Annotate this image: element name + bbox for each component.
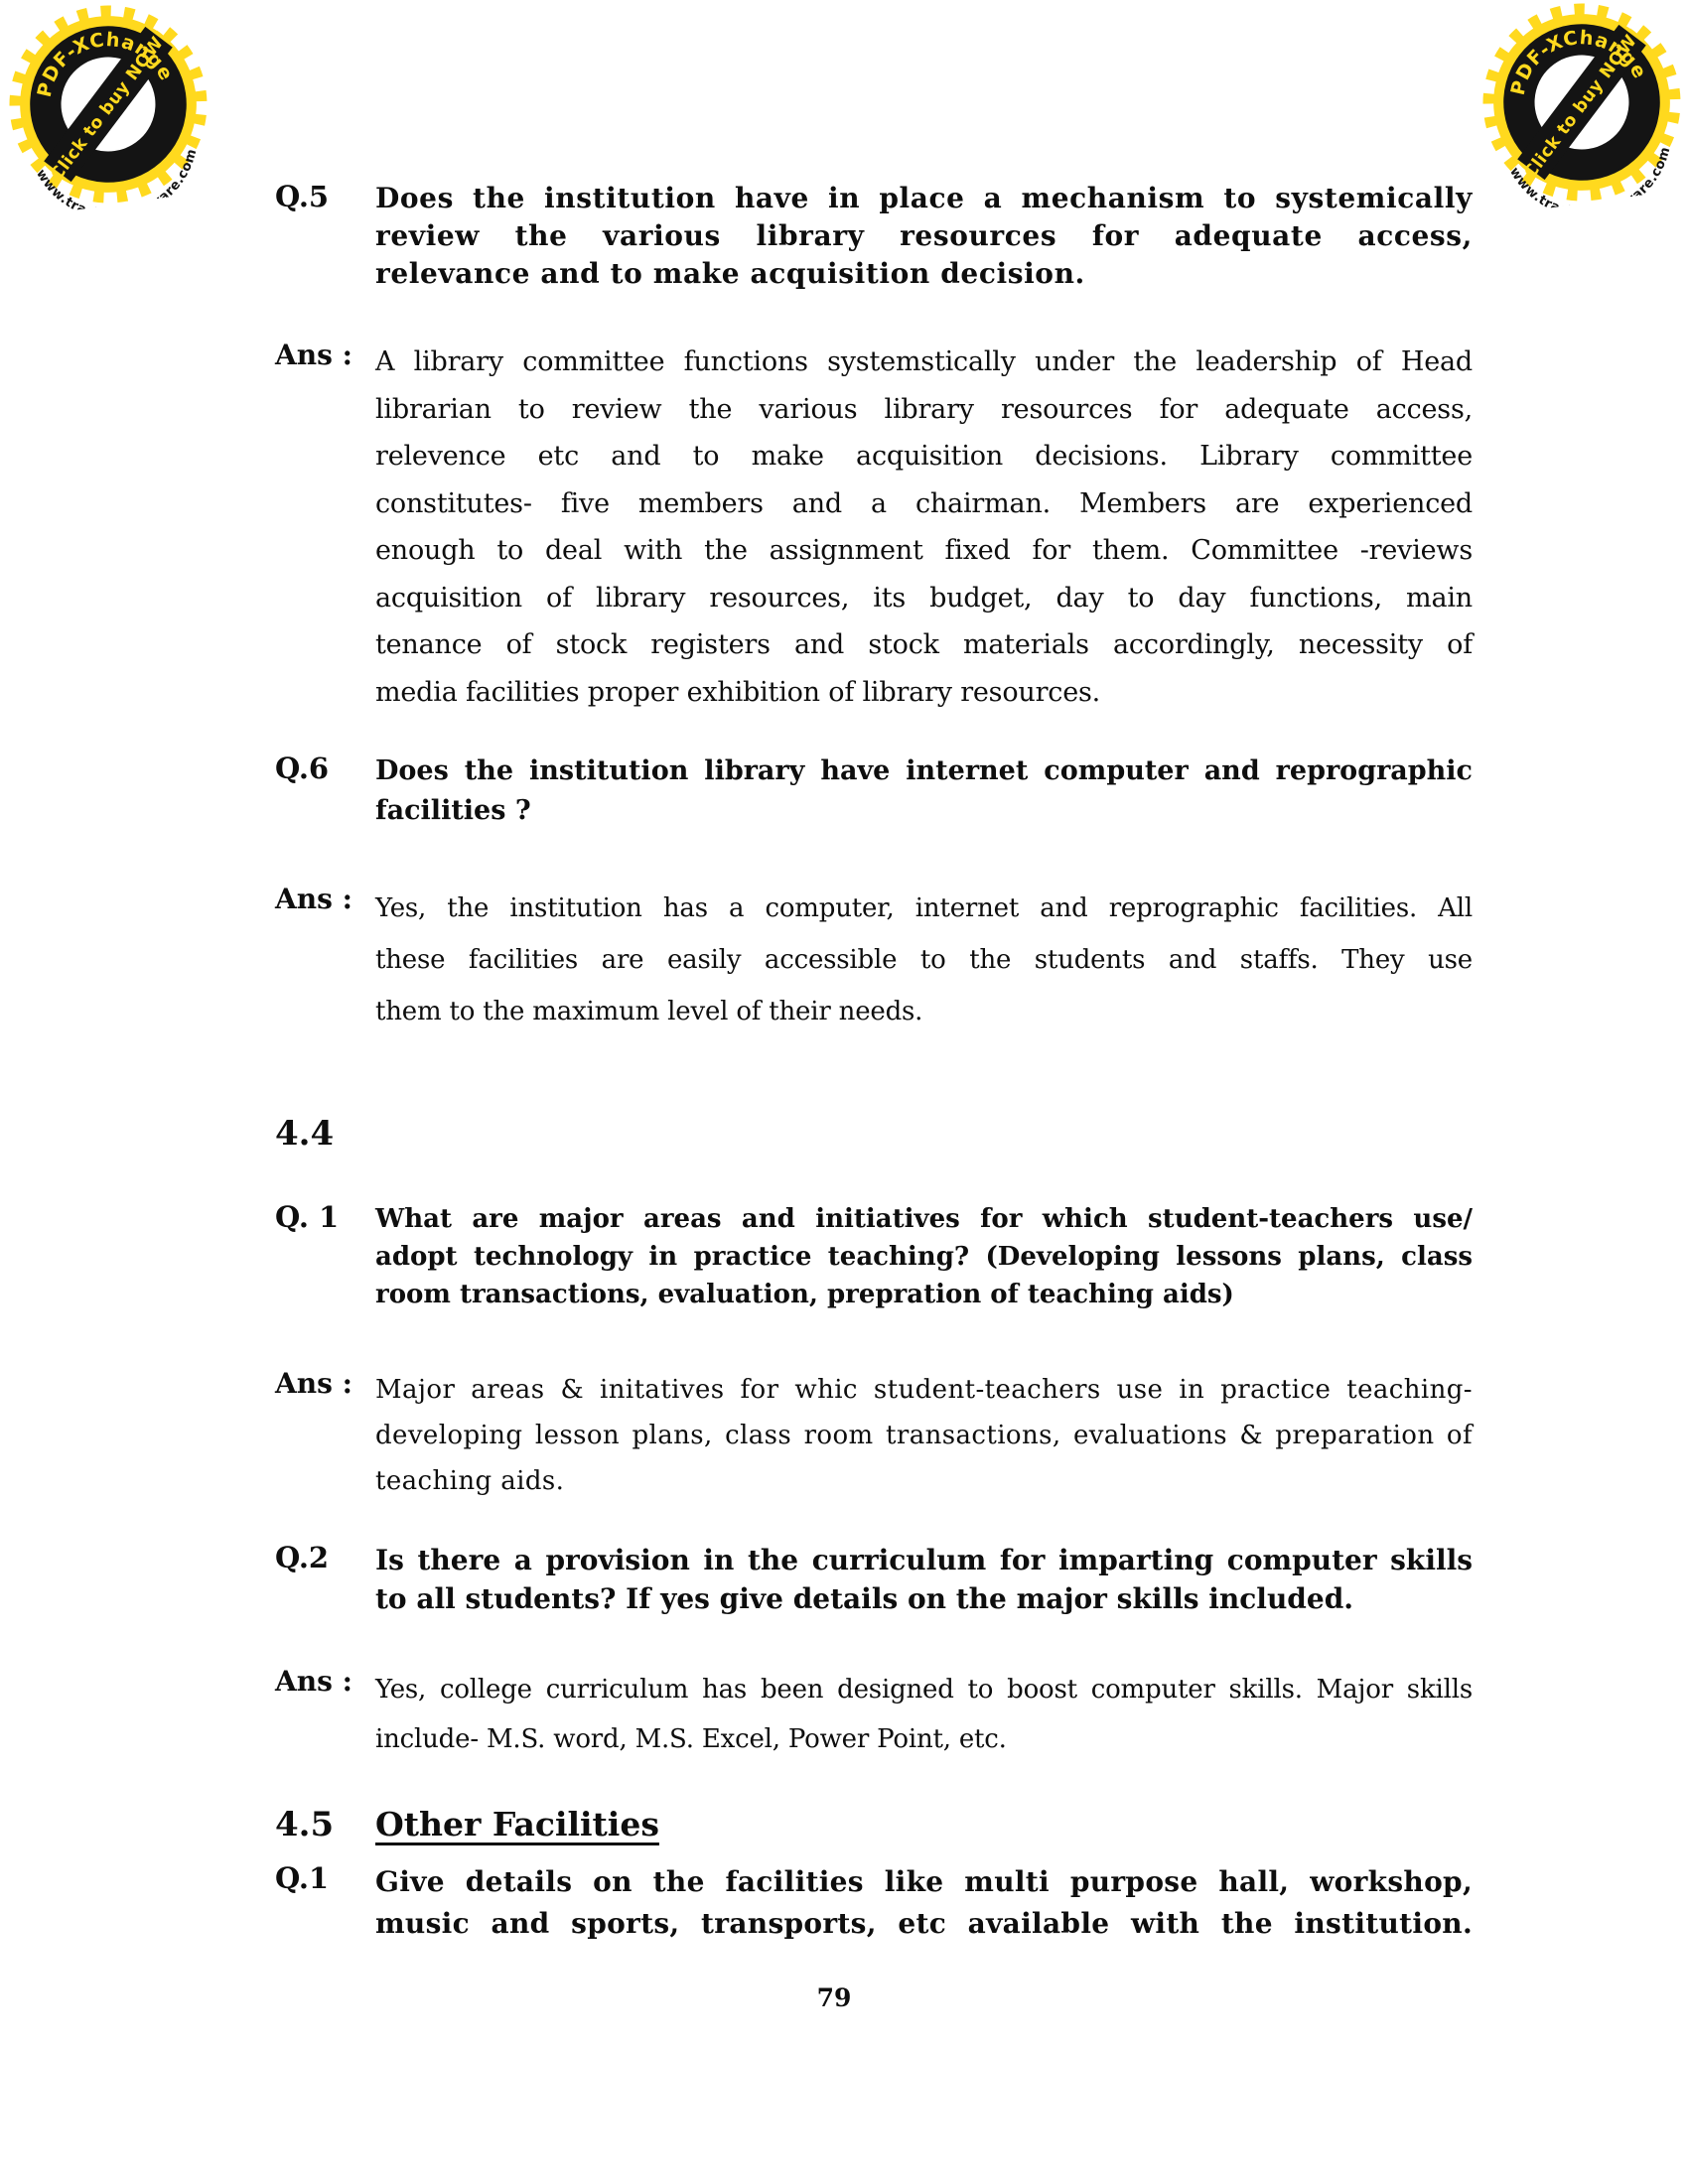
text-line: to all students? If yes give details on the major skills included. <box>375 1582 1354 1615</box>
question-block-q6 <box>275 751 1473 831</box>
question-number: Q.6 <box>275 751 330 785</box>
answer-block-4-4-q1 <box>275 1367 1473 1504</box>
text-line: Yes, the institution has a computer, internet and reprographic facilities. All <box>375 893 1473 923</box>
question-number: Q.2 <box>275 1541 330 1574</box>
text-line: Is there a provision in the curriculum for imparting computer skills <box>375 1544 1473 1576</box>
question-block-4-4-q2 <box>275 1541 1473 1618</box>
text-line: tenance of stock registers and stock materials accordingly, necessity of <box>375 629 1473 660</box>
question-block-4-4-q1 <box>275 1200 1473 1313</box>
answer-label: Ans : <box>275 1665 352 1698</box>
text-line: acquisition of library resources, its budget, day to day functions, main <box>375 582 1473 614</box>
page-number: 79 <box>816 1983 852 2012</box>
answer-text <box>375 1665 1473 1764</box>
text-line: these facilities are easily accessible to the students and staffs. They use <box>375 945 1473 975</box>
answer-label: Ans : <box>275 339 352 371</box>
text-line: music and sports, transports, etc available with the institution. <box>375 1907 1473 1940</box>
question-block-q5 <box>275 180 1473 293</box>
question-text <box>375 751 1473 831</box>
question-block-4-5-q1 <box>275 1861 1473 1945</box>
text-line: teaching aids. <box>375 1466 565 1496</box>
question-number: Q.5 <box>275 180 330 213</box>
question-text <box>375 180 1473 293</box>
text-line: Major areas & initatives for whic student-teachers use in practice teaching- <box>375 1375 1473 1405</box>
question-text <box>375 1861 1473 1945</box>
text-line: Yes, college curriculum has been designed to boost computer skills. Major skills <box>375 1675 1473 1705</box>
answer-text <box>375 883 1473 1037</box>
text-line: review the various library resources for adequate access, <box>375 219 1473 252</box>
text-line: relevance and to make acquisition decision. <box>375 257 1085 290</box>
text-line: include- M.S. word, M.S. Excel, Power Point, etc. <box>375 1724 1007 1754</box>
section-title: Other Facilities <box>375 1805 659 1843</box>
text-line: librarian to review the various library resources for adequate access, <box>375 393 1473 425</box>
text-line: What are major areas and initiatives for which student-teachers use/ <box>375 1204 1473 1234</box>
question-text <box>375 1200 1473 1313</box>
text-line: Give details on the facilities like multi purpose hall, workshop, <box>375 1865 1473 1898</box>
section-heading-4-5 <box>275 1805 1473 1843</box>
question-number: Q.1 <box>275 1861 330 1895</box>
text-line: media facilities proper exhibition of library resources. <box>375 676 1101 708</box>
text-line: A library committee functions systemstically under the leadership of Head <box>375 346 1473 377</box>
pdf-xchange-watermark-stamp-icon[interactable] <box>0 0 221 217</box>
answer-text <box>375 339 1473 716</box>
answer-block-4-4-q2 <box>275 1665 1473 1764</box>
text-line: facilities ? <box>375 795 531 826</box>
text-line: enough to deal with the assignment fixed for them. Committee -reviews <box>375 535 1473 566</box>
question-number: Q. 1 <box>275 1200 340 1234</box>
answer-label: Ans : <box>275 883 352 915</box>
section-number: 4.4 <box>275 1114 335 1154</box>
answer-text <box>375 1367 1473 1504</box>
text-line: them to the maximum level of their needs. <box>375 997 923 1026</box>
answer-block-q5 <box>275 339 1473 716</box>
answer-block-q6 <box>275 883 1473 1037</box>
text-line: relevence etc and to make acquisition decisions. Library committee <box>375 441 1473 472</box>
text-line: developing lesson plans, class room transactions, evaluations & preparation of <box>375 1421 1473 1450</box>
question-text <box>375 1541 1473 1618</box>
section-number: 4.5 <box>275 1805 335 1844</box>
answer-label: Ans : <box>275 1367 352 1400</box>
text-line: room transactions, evaluation, prepration of teaching aids) <box>375 1280 1234 1309</box>
text-line: constitutes- five members and a chairman. Members are experienced <box>375 487 1473 519</box>
text-line: adopt technology in practice teaching? (Developing lessons plans, class <box>375 1242 1473 1272</box>
pdf-xchange-watermark-stamp-icon[interactable] <box>1469 0 1688 215</box>
text-line: Does the institution have in place a mechanism to systemically <box>375 182 1473 214</box>
text-line: Does the institution library have internet computer and reprographic <box>375 755 1473 786</box>
